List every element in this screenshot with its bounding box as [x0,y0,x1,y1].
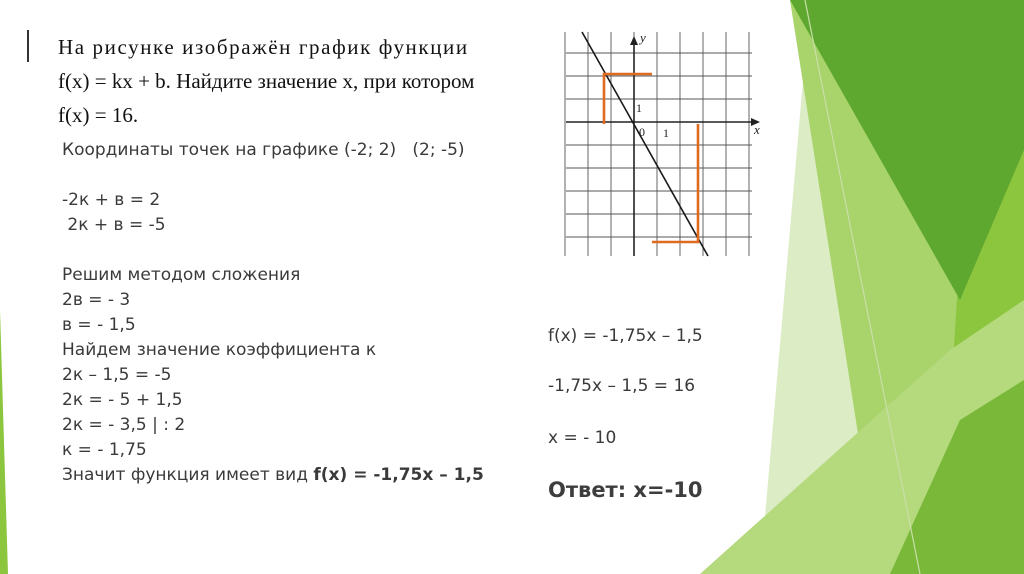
solution-line: к = - 1,75 [62,440,147,460]
conclusion-prefix: Значит функция имеет вид [62,465,314,485]
axes [566,36,760,256]
task-line-2: f(x) = kx + b. Найдите значение x, при котором [58,69,475,93]
solution-line: Координаты точек на графике (-2; 2) (2; -5) [62,140,465,160]
task-line-1: На рисунке изображён график функции [58,35,469,59]
solution-line: 2в = - 3 [62,290,131,310]
task-line-3: f(x) = 16. [58,103,139,127]
unit-x-label: 1 [663,126,669,140]
x-axis-label: x [754,122,760,137]
root: x = - 10 [548,428,617,448]
solution-line: -2к + в = 2 [62,190,161,210]
answer: Ответ: x=-10 [548,478,703,502]
solution-line: в = - 1,5 [62,315,136,335]
solution-line: 2к = - 5 + 1,5 [62,390,183,410]
solution-line: 2к – 1,5 = -5 [62,365,172,385]
solution-conclusion [62,463,484,488]
solution-line [62,163,484,188]
origin-label: 0 [639,125,645,139]
function-line [582,32,708,256]
grid [565,32,752,256]
y-axis-arrow [630,36,638,45]
solution-line: Найдем значение коэффициента к [62,340,377,360]
function-graph [562,28,772,260]
solution-block [62,138,484,488]
point-marker-right [652,124,698,242]
conclusion-formula: f(x) = -1,75x – 1,5 [313,465,484,485]
solution-line: 2к + в = -5 [62,215,166,235]
unit-y-label: 1 [636,101,642,115]
solution-line: 2к = - 3,5 | : 2 [62,415,186,435]
solution-line: Решим методом сложения [62,265,301,285]
function-formula: f(x) = -1,75x – 1,5 [548,326,703,346]
equation: -1,75x – 1,5 = 16 [548,376,696,396]
solution-line [62,238,484,263]
y-axis-label: y [640,30,646,45]
task-statement [58,30,558,132]
green-shape-left-edge [0,310,8,574]
